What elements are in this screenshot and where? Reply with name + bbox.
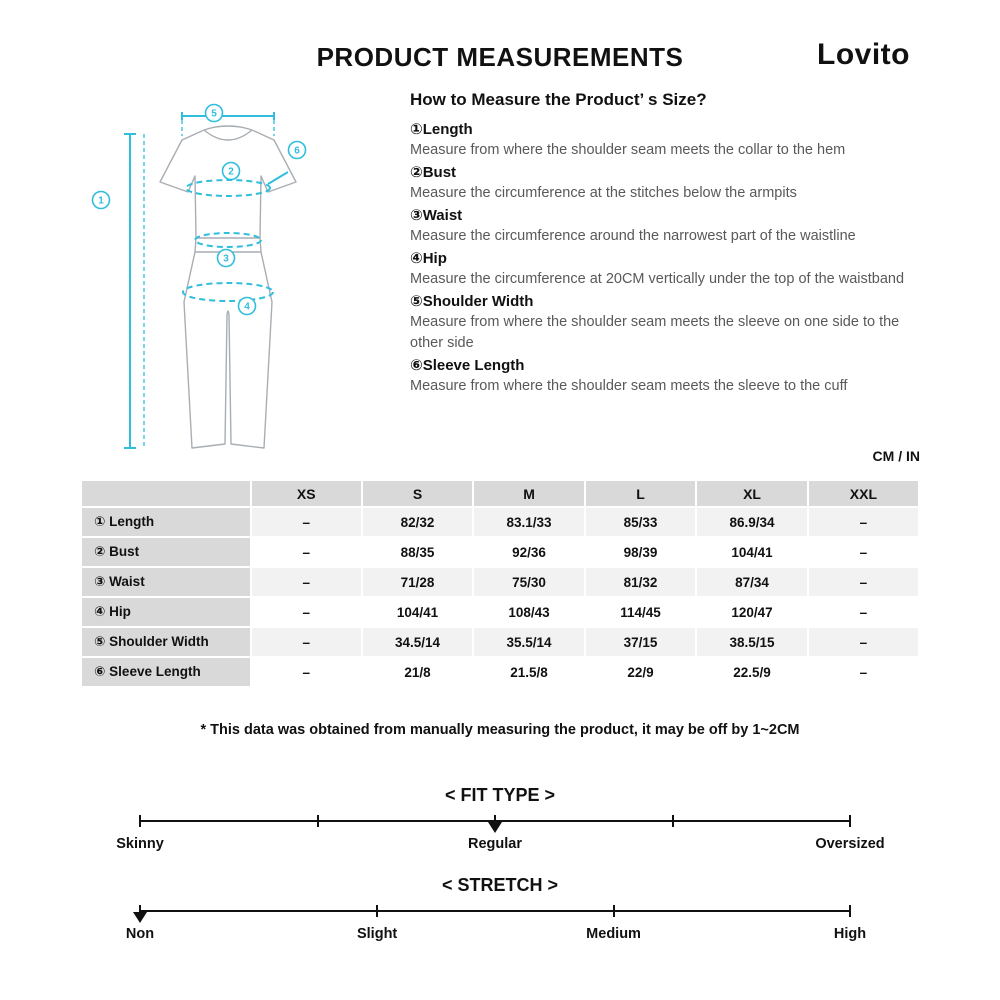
cell: 81/32	[586, 568, 695, 596]
cell: 71/28	[363, 568, 473, 596]
cell: 104/41	[697, 538, 807, 566]
fit-type-tick	[139, 815, 141, 827]
table-row-hip	[82, 598, 918, 626]
svg-text:3: 3	[223, 253, 229, 265]
stretch-label-non: Non	[125, 926, 155, 942]
measure-item-desc: Measure the circumference at 20CM vertically under the top of the waistband	[410, 271, 905, 287]
cell: –	[252, 598, 361, 626]
units-label: CM / IN	[872, 448, 920, 464]
measure-item-label: Waist	[422, 207, 463, 224]
bust-line	[186, 180, 270, 196]
fit-type-label-oversized: Oversized	[815, 836, 885, 852]
table-row-sleeve-length	[82, 658, 918, 686]
table-row-length	[82, 508, 918, 536]
page-title: PRODUCT MEASUREMENTS	[316, 42, 684, 72]
table-header-row	[82, 481, 918, 506]
hip-line	[183, 283, 273, 301]
row-label: ⑤ Shoulder Width	[82, 628, 250, 656]
cell: 37/15	[586, 628, 695, 656]
measure-item-num: ②	[410, 164, 423, 181]
cell: –	[252, 538, 361, 566]
cell: 83.1/33	[474, 508, 584, 536]
cell: 34.5/14	[363, 628, 473, 656]
measure-item-label: Sleeve Length	[422, 357, 525, 374]
cell: 21/8	[363, 658, 473, 686]
cell: 75/30	[474, 568, 584, 596]
cell: 38.5/15	[697, 628, 807, 656]
measure-item-num: ⑤	[410, 293, 423, 310]
measure-item-num: ④	[410, 250, 423, 267]
cell: 114/45	[586, 598, 695, 626]
cell: 98/39	[586, 538, 695, 566]
measure-item-label: Hip	[422, 250, 447, 267]
measure-item-num: ⑥	[410, 357, 423, 374]
col-header-xl: XL	[697, 481, 807, 506]
marker-hip	[239, 298, 256, 315]
measure-item-num: ①	[410, 121, 423, 138]
stretch-tick	[376, 905, 378, 917]
cell: 92/36	[474, 538, 584, 566]
cell: 108/43	[474, 598, 584, 626]
measure-item-sleeve-length	[410, 355, 925, 397]
cell: –	[809, 568, 918, 596]
col-header-m: M	[474, 481, 584, 506]
cell: –	[809, 508, 918, 536]
cell: –	[252, 568, 361, 596]
fit-type-title: < FIT TYPE >	[444, 785, 556, 805]
footnote: * This data was obtained from manually measuring the product, it may be off by 1~2CM	[200, 722, 800, 738]
stretch-labels	[125, 926, 867, 946]
measure-item-desc: Measure the circumference at the stitches below the armpits	[410, 185, 797, 201]
brand-logo: Lovito	[817, 38, 910, 71]
fit-type-labels	[116, 836, 885, 856]
cell: 82/32	[363, 508, 473, 536]
table-row-bust	[82, 538, 918, 566]
cell: 35.5/14	[474, 628, 584, 656]
cell: 87/34	[697, 568, 807, 596]
cell: –	[252, 628, 361, 656]
stretch-tick	[613, 905, 615, 917]
sleeve-line	[268, 172, 288, 184]
cell: –	[809, 658, 918, 686]
cell: –	[252, 658, 361, 686]
cell: 104/41	[363, 598, 473, 626]
cell: –	[809, 598, 918, 626]
measure-item-desc: Measure from where the shoulder seam meets the collar to the hem	[410, 142, 846, 158]
measurement-diagram	[84, 100, 344, 460]
stretch-track	[140, 910, 850, 912]
measure-item-bust	[410, 162, 925, 204]
svg-text:4: 4	[244, 301, 250, 313]
fit-type-label-skinny: Skinny	[116, 836, 164, 852]
cell: –	[252, 508, 361, 536]
measure-item-desc: Measure from where the shoulder seam meets the sleeve to the cuff	[410, 378, 848, 394]
cell: 22.5/9	[697, 658, 807, 686]
cell: –	[809, 538, 918, 566]
fit-type-track	[140, 820, 850, 822]
length-line	[124, 134, 144, 448]
howto-section	[410, 90, 925, 398]
cell: 86.9/34	[697, 508, 807, 536]
col-header-xxl: XXL	[809, 481, 918, 506]
table-row-waist	[82, 568, 918, 596]
marker-bust	[223, 163, 240, 180]
measure-item-desc: Measure from where the shoulder seam meets the sleeve on one side to the other side	[410, 314, 900, 351]
cell: –	[809, 628, 918, 656]
measure-item-hip	[410, 248, 925, 290]
marker-length	[93, 192, 110, 209]
row-label: ⑥ Sleeve Length	[82, 658, 250, 686]
stretch-tick	[849, 905, 851, 917]
svg-text:1: 1	[98, 195, 104, 207]
measure-item-label: Bust	[422, 164, 457, 181]
measure-item-label: Shoulder Width	[422, 293, 534, 310]
cell: 85/33	[586, 508, 695, 536]
waist-line	[195, 233, 261, 247]
col-header-blank	[82, 481, 250, 506]
stretch-label-high: High	[833, 926, 867, 942]
row-label: ① Length	[82, 508, 250, 536]
col-header-s: S	[363, 481, 473, 506]
cell: 120/47	[697, 598, 807, 626]
stretch-marker	[133, 912, 147, 923]
svg-text:6: 6	[294, 145, 300, 157]
shoulder-line	[182, 112, 274, 136]
size-table	[80, 479, 920, 688]
svg-text:5: 5	[211, 108, 217, 120]
table-row-shoulder-width	[82, 628, 918, 656]
fit-type-label-regular: Regular	[468, 836, 522, 852]
fit-type-tick	[849, 815, 851, 827]
marker-sleeve-length	[289, 142, 306, 159]
measure-item-shoulder-width	[410, 291, 925, 354]
cell: 22/9	[586, 658, 695, 686]
measure-item-length	[410, 119, 925, 161]
col-header-xs: XS	[252, 481, 361, 506]
measure-item-num: ③	[410, 207, 423, 224]
measure-item-desc: Measure the circumference around the narrowest part of the waistline	[410, 228, 856, 244]
row-label: ③ Waist	[82, 568, 250, 596]
row-label: ② Bust	[82, 538, 250, 566]
marker-shoulder-width	[206, 105, 223, 122]
cell: 21.5/8	[474, 658, 584, 686]
measure-item-waist	[410, 205, 925, 247]
stretch-label-slight: Slight	[356, 926, 398, 942]
fit-type-tick	[672, 815, 674, 827]
stretch-label-medium: Medium	[586, 926, 641, 942]
howto-title: How to Measure the Product’ s Size?	[410, 90, 707, 109]
marker-waist	[218, 250, 235, 267]
measure-item-label: Length	[422, 121, 473, 138]
col-header-l: L	[586, 481, 695, 506]
svg-text:2: 2	[228, 166, 234, 178]
fit-type-marker	[488, 822, 502, 833]
cell: 88/35	[363, 538, 473, 566]
stretch-title: < STRETCH >	[441, 875, 559, 895]
fit-type-tick	[317, 815, 319, 827]
row-label: ④ Hip	[82, 598, 250, 626]
